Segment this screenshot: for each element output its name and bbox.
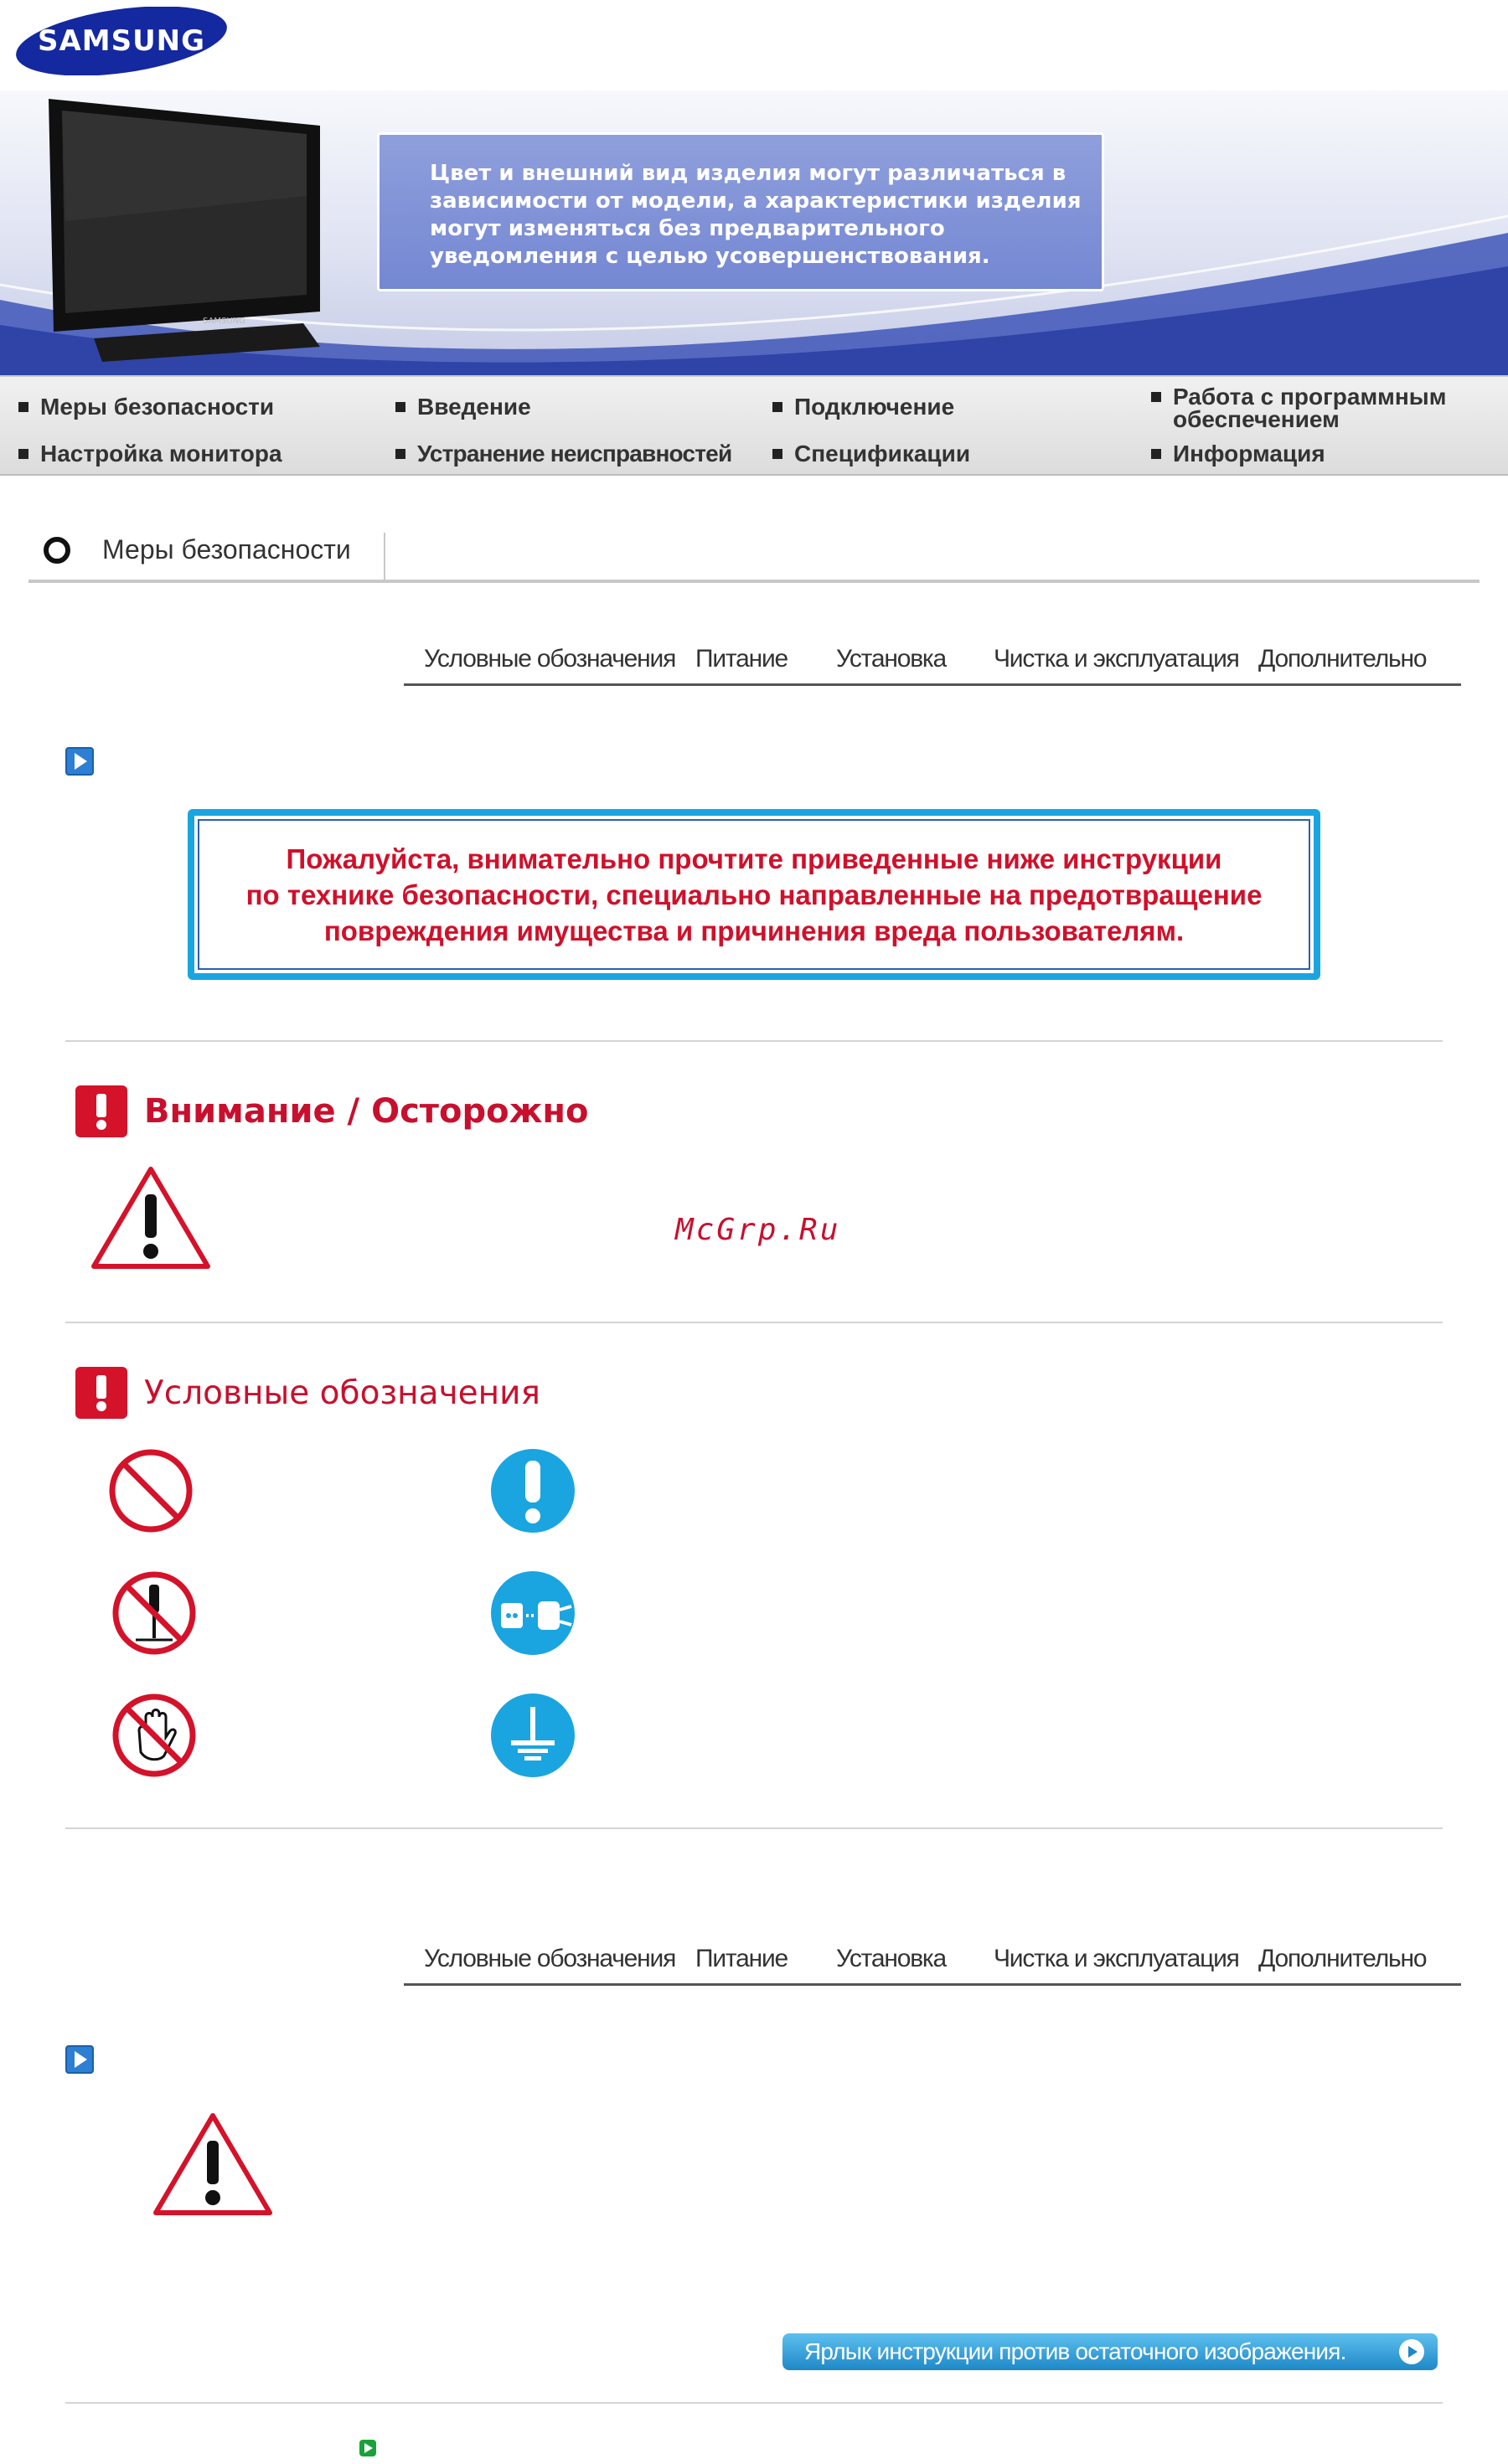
banner-notice-line: зависимости от модели, а характеристики изделия bbox=[430, 188, 1082, 214]
title-underline bbox=[28, 580, 1480, 583]
tab-cleaning[interactable]: Чистка и эксплуатация bbox=[994, 645, 1239, 673]
nav-item-introduction[interactable]: Введение bbox=[394, 395, 531, 419]
divider bbox=[65, 2402, 1443, 2404]
warning-triangle-icon bbox=[151, 2111, 275, 2218]
monitor-brand: SAMSUNG bbox=[203, 317, 245, 326]
caution-heading bbox=[75, 1085, 589, 1137]
nav-item-connection[interactable]: Подключение bbox=[771, 395, 954, 419]
divider bbox=[65, 1040, 1443, 1042]
tab-other[interactable]: Дополнительно bbox=[1258, 645, 1427, 673]
symbols-heading bbox=[75, 1367, 540, 1419]
banner-notice-line: уведомления с целью усовершенствования. bbox=[430, 244, 990, 269]
banner-notice bbox=[377, 132, 1104, 291]
nav-item-troubleshooting[interactable]: Устранение неисправностей bbox=[394, 442, 731, 466]
divider bbox=[65, 1827, 1443, 1829]
safety-notice-box bbox=[188, 809, 1320, 980]
nav-item-monitor-setup[interactable]: Настройка монитора bbox=[17, 442, 282, 466]
watermark: McGrp.Ru bbox=[675, 1213, 841, 1247]
notice-line: Пожалуйста, внимательно прочтите приведенные ниже инструкции bbox=[286, 843, 1222, 874]
ground-icon bbox=[489, 1692, 576, 1779]
tab-symbols[interactable]: Условные обозначения bbox=[424, 1945, 676, 1972]
section-bullet-icon bbox=[44, 537, 70, 564]
notice-line: повреждения имущества и причинения вреда пользователям. bbox=[323, 915, 1185, 946]
monitor-image bbox=[44, 95, 337, 372]
title-separator bbox=[384, 533, 385, 581]
prohibited-icon bbox=[107, 1447, 194, 1534]
subnav-tabs-top bbox=[404, 633, 1461, 686]
alert-icon bbox=[75, 1085, 127, 1137]
symbols-heading-text: Условные обозначения bbox=[144, 1374, 540, 1412]
tab-installation[interactable]: Установка bbox=[836, 1945, 946, 1972]
tab-symbols[interactable]: Условные обозначения bbox=[424, 645, 676, 673]
play-icon[interactable] bbox=[65, 747, 94, 776]
image-retention-shortcut-button[interactable] bbox=[782, 2333, 1438, 2370]
tab-power[interactable]: Питание bbox=[695, 645, 788, 673]
exclamation-circle-icon bbox=[489, 1447, 576, 1534]
page-title: Меры безопасности bbox=[102, 534, 351, 564]
banner-notice-line: Цвет и внешний вид изделия могут различаться в bbox=[430, 161, 1066, 186]
logo-text: SAMSUNG bbox=[37, 24, 206, 58]
tab-cleaning[interactable]: Чистка и эксплуатация bbox=[994, 1945, 1239, 1972]
next-arrow-icon[interactable] bbox=[359, 2439, 377, 2457]
safety-notice-text bbox=[198, 819, 1310, 970]
play-icon[interactable] bbox=[65, 2045, 94, 2074]
shortcut-button-label: Ярлык инструкции против остаточного изображения. bbox=[804, 2338, 1346, 2364]
no-touch-icon bbox=[111, 1692, 198, 1779]
divider bbox=[65, 1322, 1443, 1323]
caution-heading-text: Внимание / Осторожно bbox=[144, 1092, 589, 1131]
warning-triangle-icon bbox=[89, 1164, 213, 1271]
nav-item-information[interactable]: Информация bbox=[1149, 442, 1325, 466]
main-nav bbox=[0, 375, 1508, 476]
tab-power[interactable]: Питание bbox=[695, 1945, 788, 1972]
notice-line: по технике безопасности, специально направленные на предотвращение bbox=[245, 879, 1263, 910]
no-disassemble-icon bbox=[111, 1570, 198, 1657]
tab-other[interactable]: Дополнительно bbox=[1258, 1945, 1427, 1972]
tab-installation[interactable]: Установка bbox=[836, 645, 946, 673]
nav-item-specifications[interactable]: Спецификации bbox=[771, 442, 970, 466]
samsung-logo[interactable] bbox=[13, 7, 230, 75]
nav-item-software[interactable]: Работа с программным обеспечением bbox=[1149, 385, 1508, 430]
unplug-icon bbox=[489, 1570, 576, 1657]
arrow-right-icon bbox=[1399, 2339, 1424, 2364]
alert-icon bbox=[75, 1367, 127, 1419]
subnav-tabs-bottom bbox=[404, 1933, 1461, 1986]
nav-item-safety[interactable]: Меры безопасности bbox=[17, 395, 274, 419]
banner-notice-line: могут изменяться без предварительного bbox=[430, 216, 945, 241]
